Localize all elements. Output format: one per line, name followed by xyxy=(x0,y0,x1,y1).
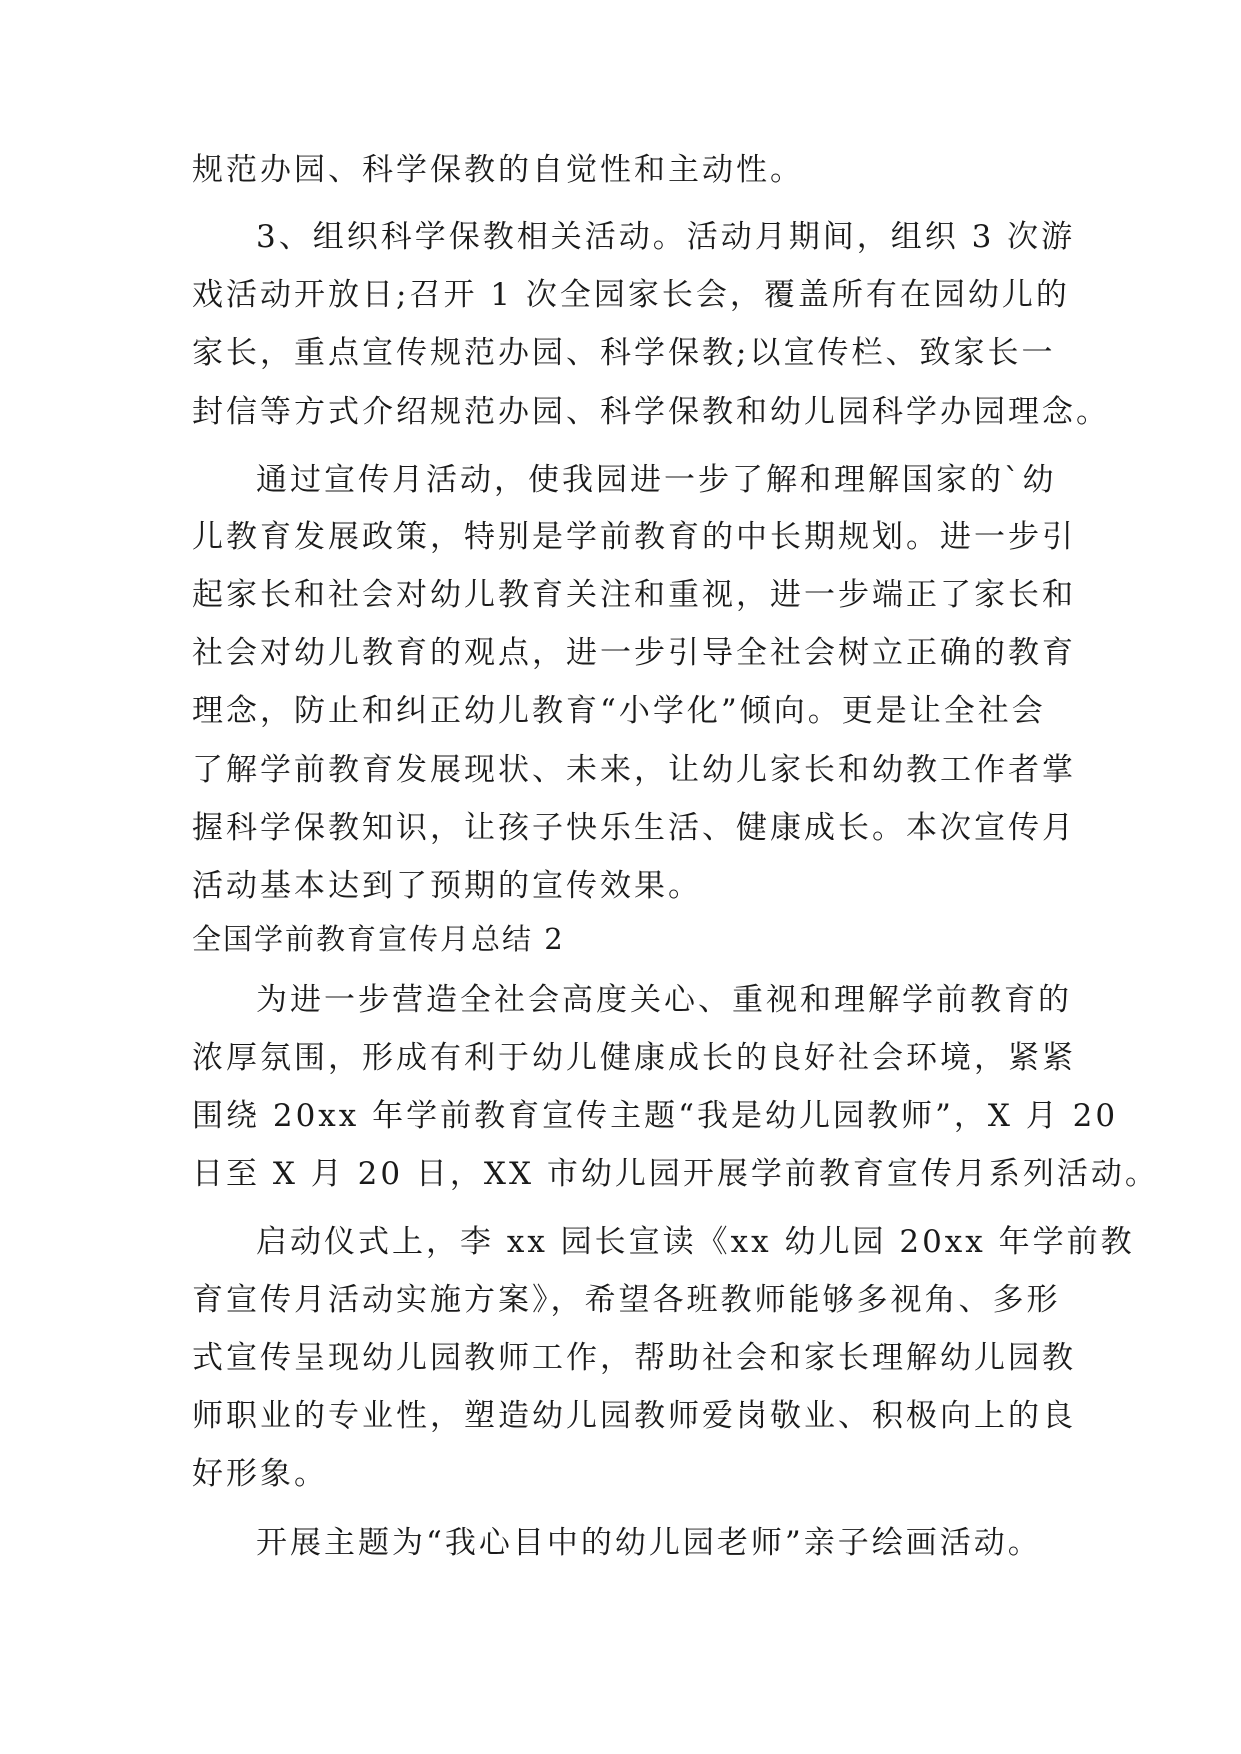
text-line: 3、组织科学保教相关活动。活动月期间，组织 3 次游 xyxy=(256,219,1076,255)
text-line: 通过宣传月活动，使我园进一步了解和理解国家的`幼 xyxy=(256,462,1057,498)
text-line: 起家长和社会对幼儿教育关注和重视，进一步端正了家长和 xyxy=(192,577,1076,613)
text-line: 家长，重点宣传规范办园、科学保教;以宣传栏、致家长一 xyxy=(192,335,1056,371)
text-line: 戏活动开放日;召开 1 次全园家长会，覆盖所有在园幼儿的 xyxy=(192,277,1070,313)
text-line: 为进一步营造全社会高度关心、重视和理解学前教育的 xyxy=(256,982,1072,1018)
text-line: 育宣传月活动实施方案》，希望各班教师能够多视角、多形 xyxy=(192,1282,1061,1318)
text-line: 活动基本达到了预期的宣传效果。 xyxy=(192,868,702,904)
text-line: 儿教育发展政策，特别是学前教育的中长期规划。进一步引 xyxy=(192,519,1076,555)
text-line: 围绕 20xx 年学前教育宣传主题“我是幼儿园教师”，X 月 20 xyxy=(192,1098,1119,1134)
text-line: 规范办园、科学保教的自觉性和主动性。 xyxy=(192,152,804,188)
text-line: 浓厚氛围，形成有利于幼儿健康成长的良好社会环境，紧紧 xyxy=(192,1040,1076,1076)
text-line: 日至 X 月 20 日，XX 市幼儿园开展学前教育宣传月系列活动。 xyxy=(192,1156,1159,1192)
text-line: 理念，防止和纠正幼儿教育“小学化”倾向。更是让全社会 xyxy=(192,693,1046,729)
text-line: 师职业的专业性，塑造幼儿园教师爱岗敬业、积极向上的良 xyxy=(192,1398,1076,1434)
text-line: 式宣传呈现幼儿园教师工作，帮助社会和家长理解幼儿园教 xyxy=(192,1340,1076,1376)
section-heading: 全国学前教育宣传月总结 2 xyxy=(192,922,565,956)
text-line: 好形象。 xyxy=(192,1456,328,1492)
text-line: 开展主题为“我心目中的幼儿园老师”亲子绘画活动。 xyxy=(256,1525,1042,1561)
text-line: 了解学前教育发展现状、未来，让幼儿家长和幼教工作者掌 xyxy=(192,752,1076,788)
text-line: 封信等方式介绍规范办园、科学保教和幼儿园科学办园理念。 xyxy=(192,394,1110,430)
text-line: 握科学保教知识，让孩子快乐生活、健康成长。本次宣传月 xyxy=(192,810,1076,846)
text-line: 启动仪式上，李 xx 园长宣读《xx 幼儿园 20xx 年学前教 xyxy=(256,1224,1135,1260)
text-line: 社会对幼儿教育的观点，进一步引导全社会树立正确的教育 xyxy=(192,635,1076,671)
